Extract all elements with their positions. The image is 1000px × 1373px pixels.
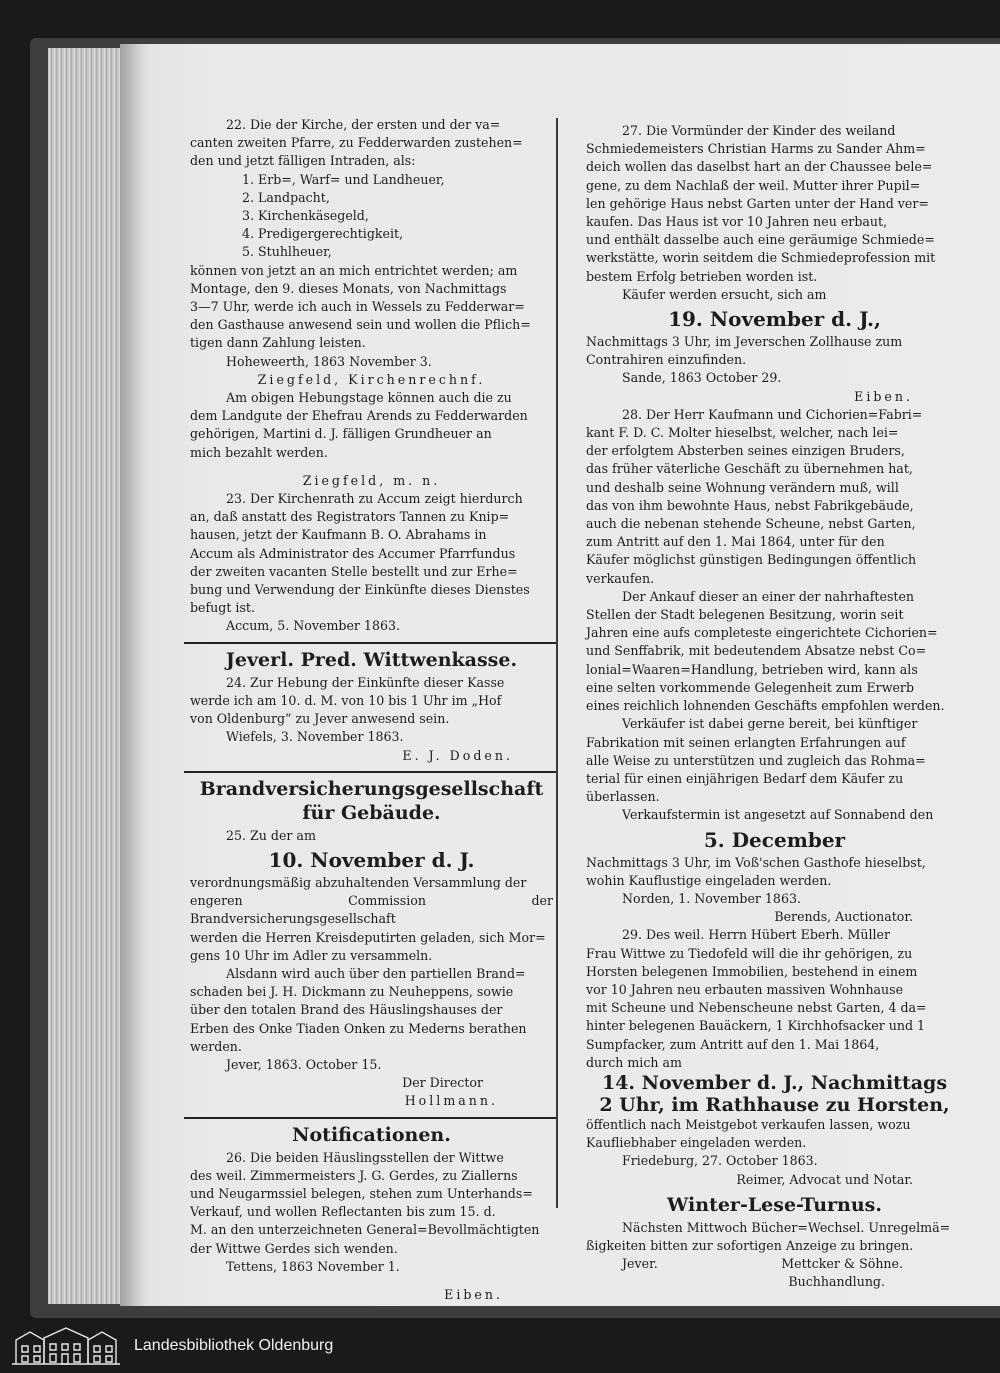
signature: Ziegfeld, Kirchenrechnf. — [257, 371, 486, 387]
notice-text: Käufer werden ersucht, sich am — [622, 286, 827, 302]
text-line: 3—7 Uhr, werde ich auch in Wessels zu Fedderwar= — [190, 299, 525, 315]
section-rule — [184, 1117, 556, 1119]
text-line: schaden bei J. H. Dickmann zu Neuheppens, sowie — [190, 984, 514, 1000]
text-line: und Neugarmssiel belegen, stehen zum Unterhands= — [190, 1185, 533, 1201]
page-edges — [48, 48, 130, 1304]
date-highlight: 2 Uhr, im Rathhause zu Horsten, — [599, 1093, 950, 1116]
text-block — [190, 262, 553, 353]
text-line: 29. Des weil. Herrn Hübert Eberh. Müller — [622, 927, 891, 943]
notice-29 — [586, 926, 963, 1188]
notice-26 — [190, 1149, 553, 1305]
text-line: der erfolgtem Absterben seines einzigen Bruders, — [586, 443, 905, 459]
text-line: von Oldenburg“ zu Jever anwesend sein. — [190, 711, 450, 727]
notice-23 — [190, 490, 553, 636]
text-line: terial für einen einjährigen Bedarf dem Käufer zu — [586, 770, 904, 786]
text-line: verkaufen. — [586, 570, 655, 586]
notice-winter — [586, 1219, 963, 1292]
text-line: vor 10 Jahren neu erbauten massiven Wohnhause — [586, 981, 904, 997]
signature: Eiben. — [854, 388, 913, 404]
text-line: der Wittwe Gerdes sich wenden. — [190, 1240, 398, 1256]
text-line: Kaufliebhaber eingeladen werden. — [586, 1135, 807, 1151]
text-block — [586, 1219, 963, 1255]
left-column — [190, 116, 553, 1304]
text-line: Nächsten Mittwoch Bücher=Wechsel. Unregelmä= — [622, 1219, 951, 1235]
notice-25 — [190, 827, 553, 1111]
library-name: Landesbibliothek Oldenburg — [134, 1337, 334, 1354]
text-line: durch mich am — [586, 1054, 682, 1070]
text-line: auch die nebenan stehende Scheune, nebst Garten, — [586, 516, 916, 532]
text-line: zum Antritt auf den 1. Mai 1864, unter für den — [586, 534, 885, 550]
notice-text: Verkaufstermin ist angesetzt auf Sonnabend den — [622, 807, 934, 823]
text-line: kaufen. Das Haus ist vor 10 Jahren neu erbaut, — [586, 214, 888, 230]
text-line: 2. Landpacht, — [242, 189, 330, 205]
text-line: alle Weise zu unterstützen und zugleich das Rohma= — [586, 752, 926, 768]
text-block — [190, 965, 553, 1056]
text-line: mit Scheune und Nebenscheune nebst Garten, 4 da= — [586, 1000, 927, 1016]
text-line: Horsten belegenen Immobilien, bestehend in einem — [586, 963, 918, 979]
notice-24 — [190, 674, 553, 765]
text-line: bung und Verwendung der Einkünfte dieses Dienstes — [190, 582, 530, 598]
section-heading-wittwenkasse: Jeverl. Pred. Wittwenkasse. — [225, 648, 518, 671]
signature: Eiben. — [444, 1286, 503, 1302]
text-block — [586, 1116, 963, 1152]
text-line: 26. Die beiden Häuslingsstellen der Wittwe — [226, 1149, 504, 1165]
text-line: 23. Der Kirchenrath zu Accum zeigt hierdurch — [226, 491, 523, 507]
text-line: eines reichlich lohnenden Geschäfts empfohlen werden. — [586, 698, 945, 714]
text-line: hinter belegenen Bauäckern, 1 Kirchhofsacker und 1 — [586, 1018, 926, 1034]
text-line: Accum als Administrator des Accumer Pfarrfundus — [190, 545, 516, 561]
date-line: Wiefels, 3. November 1863. — [226, 729, 404, 745]
text-line: ßigkeiten bitten zur sofortigen Anzeige zu bringen. — [586, 1237, 914, 1253]
text-line: Schmiedemeisters Christian Harms zu Sander Ahm= — [586, 141, 926, 157]
section-heading-notificationen: Notificationen. — [292, 1123, 451, 1146]
text-block — [190, 1149, 553, 1258]
notice-27 — [586, 122, 963, 406]
text-line: den und jetzt fälligen Intraden, als: — [190, 153, 416, 169]
text-line: gens 10 Uhr im Adler zu versammeln. — [190, 947, 433, 963]
text-line: Alsdann wird auch über den partiellen Brand= — [226, 965, 526, 981]
signature: Reimer, Advocat und Notar. — [736, 1171, 913, 1187]
text-line: 3. Kirchenkäsegeld, — [242, 208, 369, 224]
section-heading-brandversicherung: Brandversicherungsgesellschaft für Gebäude. — [199, 777, 544, 824]
text-block — [586, 333, 963, 369]
text-line: canten zweiten Pfarre, zu Fedderwarden zustehen= — [190, 135, 523, 151]
signature: Hollmann. — [404, 1093, 498, 1109]
text-block — [586, 406, 963, 588]
signature: Ziegfeld, m. n. — [302, 472, 441, 488]
text-line: und deshalb seine Wohnung verändern muß, will — [586, 479, 899, 495]
text-line: an, daß anstatt des Registrators Tannen zu Knip= — [190, 509, 510, 525]
section-heading-winter-lese-turnus: Winter-Lese-Turnus. — [667, 1193, 882, 1216]
right-column — [586, 122, 963, 1291]
library-footer — [0, 1318, 1000, 1373]
date-line: Friedeburg, 27. October 1863. — [622, 1153, 818, 1169]
text-line: Frau Wittwe zu Tiedofeld will die ihr gehörigen, zu — [586, 945, 913, 961]
section-rule — [184, 642, 556, 644]
text-line: über den totalen Brand des Häuslingshauses der — [190, 1002, 503, 1018]
text-line: das von ihm bewohnte Haus, nebst Fabrikgebäude, — [586, 497, 914, 513]
place: Jever. — [622, 1256, 658, 1272]
text-block — [190, 490, 553, 617]
text-line: len gehörige Haus nebst Garten unter der Hand ver= — [586, 195, 929, 211]
text-line: Der Ankauf dieser an einer der nahrhaftesten — [622, 588, 915, 604]
text-line: Nachmittags 3 Uhr, im Voß'schen Gasthofe hieselbst, — [586, 854, 926, 870]
signature: Berends, Auctionator. — [774, 909, 913, 925]
revenue-list — [190, 171, 553, 262]
text-line: mich bezahlt werden. — [190, 444, 328, 460]
text-line: werkstätte, worin seitdem die Schmiedeprofession mit — [586, 250, 936, 266]
text-block — [190, 116, 553, 171]
text-line: Jahren eine aufs completeste eingerichtete Cichorien= — [586, 625, 938, 641]
text-line: Sumpfacker, zum Antritt auf den 1. Mai 1864, — [586, 1036, 880, 1052]
text-block — [586, 854, 963, 890]
text-line: und enthält dasselbe auch eine geräumige Schmiede= — [586, 232, 935, 248]
text-block — [190, 389, 553, 462]
text-line: gehörigen, Martini d. J. fälligen Grundheuer an — [190, 426, 492, 442]
text-line: Verkauf, und wollen Reflectanten bis zum 15. d. — [190, 1204, 496, 1220]
text-line: und Senffabrik, mit bedeutendem Absatze nebst Co= — [586, 643, 927, 659]
text-line: Käufer möglichst günstigen Bedingungen öffentlich — [586, 552, 917, 568]
date-highlight: 10. November d. J. — [268, 847, 475, 872]
signature-sub: Buchhandlung. — [788, 1274, 885, 1290]
text-line: tigen dann Zahlung leisten. — [190, 335, 366, 351]
text-line: lonial=Waaren=Handlung, betrieben wird, kann als — [586, 661, 918, 677]
text-line: Contrahiren einzufinden. — [586, 352, 747, 368]
text-line: 1. Erb=, Warf= und Landheuer, — [242, 171, 445, 187]
text-line: werden. — [190, 1038, 242, 1054]
text-line: wohin Kauflustige eingeladen werden. — [586, 872, 832, 888]
text-line: den Gasthause anwesend sein und wollen die Pflich= — [190, 317, 531, 333]
text-line: Verkäufer ist dabei gerne bereit, bei künftiger — [622, 716, 918, 732]
text-line: befugt ist. — [190, 600, 255, 616]
notice-intro: 25. Zu der am — [226, 827, 316, 843]
date-highlight: 19. November d. J., — [668, 307, 881, 332]
date-highlight: 5. December — [703, 827, 846, 852]
text-line: dem Landgute der Ehefrau Arends zu Fedderwarden — [190, 408, 528, 424]
library-building-icon — [10, 1326, 122, 1366]
date-highlight: 14. November d. J., Nachmittags — [601, 1071, 948, 1094]
text-line: 22. Die der Kirche, der ersten und der va= — [226, 117, 501, 132]
text-line: Nachmittags 3 Uhr, im Jeverschen Zollhause zum — [586, 334, 903, 350]
text-line: 5. Stuhlheuer, — [242, 244, 332, 260]
text-line: das früher väterliche Geschäft zu übernehmen hat, — [586, 461, 913, 477]
text-line: 4. Predigergerechtigkeit, — [242, 226, 404, 242]
text-line: 27. Die Vormünder der Kinder des weiland — [622, 123, 896, 138]
text-line: werde ich am 10. d. M. von 10 bis 1 Uhr im „Hof — [190, 692, 502, 708]
text-line: 24. Zur Hebung der Einkünfte dieser Kasse — [226, 674, 505, 690]
date-line: Jever, 1863. October 15. — [226, 1056, 382, 1072]
text-line: bestem Erfolg betrieben worden ist. — [586, 268, 818, 284]
text-block — [586, 715, 963, 806]
date-line: Accum, 5. November 1863. — [226, 618, 400, 634]
text-line: des weil. Zimmermeisters J. G. Gerdes, zu Ziallerns — [190, 1167, 518, 1183]
signature-title: Der Director — [402, 1075, 483, 1091]
text-line: Montage, den 9. dieses Monats, von Nachmittags — [190, 280, 507, 296]
column-divider — [556, 118, 558, 1208]
text-block — [190, 674, 553, 729]
text-block — [586, 122, 963, 286]
text-line: überlassen. — [586, 789, 660, 805]
text-block — [190, 874, 553, 965]
text-line: Stellen der Stadt belegenen Besitzung, worin seit — [586, 607, 904, 623]
text-line: der zweiten vacanten Stelle bestellt und zur Erhe= — [190, 563, 518, 579]
date-line: Sande, 1863 October 29. — [622, 370, 782, 386]
notice-28 — [586, 406, 963, 926]
text-line: kant F. D. C. Molter hieselbst, welcher, nach lei= — [586, 425, 899, 441]
text-block — [586, 588, 963, 715]
text-line: verordnungsmäßig abzuhaltenden Versammlung der — [190, 874, 527, 890]
text-line: öffentlich nach Meistgebot verkaufen lassen, wozu — [586, 1116, 911, 1132]
text-line: werden die Herren Kreisdeputirten geladen, sich Mor= — [190, 929, 546, 945]
text-line: deich wollen das daselbst hart an der Chaussee bele= — [586, 159, 933, 175]
text-line: können von jetzt an an mich entrichtet werden; am — [190, 262, 518, 278]
gutter-shadow — [120, 44, 150, 1306]
date-line: Hoheweerth, 1863 November 3. — [226, 353, 432, 369]
text-line: 28. Der Herr Kaufmann und Cichorien=Fabri= — [622, 406, 923, 422]
notice-22 — [190, 116, 553, 490]
date-line: Norden, 1. November 1863. — [622, 890, 801, 906]
text-line: Am obigen Hebungstage können auch die zu — [226, 390, 512, 406]
section-rule — [184, 771, 556, 773]
text-line: engeren Commission der Brandversicherungsgesellschaft — [190, 893, 553, 927]
signature: E. J. Doden. — [402, 747, 513, 763]
text-line: Fabrikation mit seinen erlangten Erfahrungen auf — [586, 734, 906, 750]
text-line: eine selten vorkommende Gelegenheit zum Erwerb — [586, 679, 915, 695]
text-line: hausen, jetzt der Kaufmann B. O. Abrahams in — [190, 527, 487, 543]
text-block — [586, 926, 963, 1072]
date-line: Tettens, 1863 November 1. — [226, 1258, 400, 1274]
signature: Mettcker & Söhne. — [781, 1256, 903, 1272]
text-line: gene, zu dem Nachlaß der weil. Mutter ihrer Pupil= — [586, 177, 921, 193]
text-line: M. an den unterzeichneten General=Bevollmächtigten — [190, 1222, 540, 1238]
text-line: Erben des Onke Tiaden Onken zu Mederns berathen — [190, 1020, 527, 1036]
